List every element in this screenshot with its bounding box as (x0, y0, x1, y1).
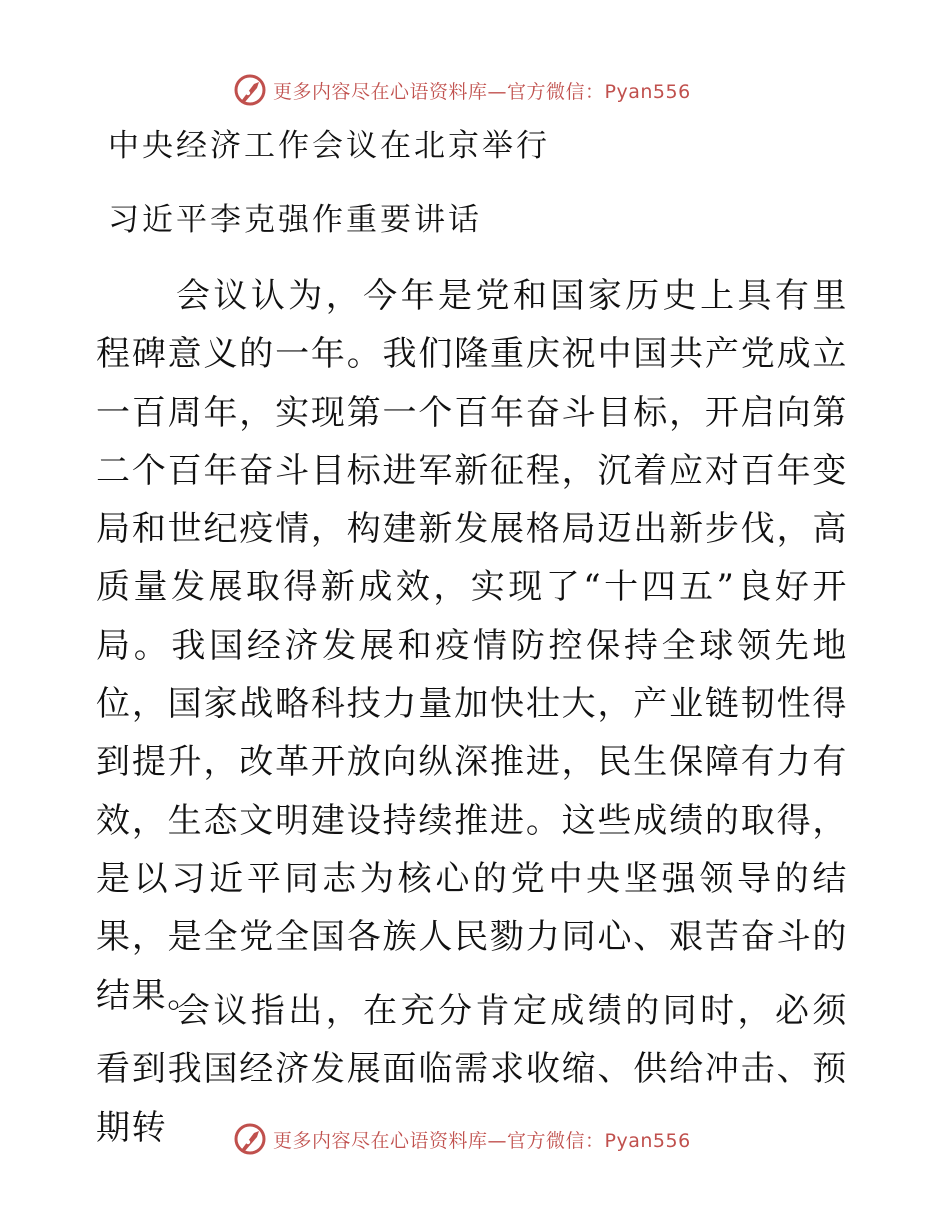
watermark-banner-bottom (233, 1121, 691, 1157)
body-paragraph: 会议认为，今年是党和国家历史上具有里程碑意义的一年。我们隆重庆祝中国共产党成立一百周年，实现第一个百年奋斗目标，开启向第二个百年奋斗目标进军新征程，沉着应对百年变局和世纪疫情，构建新发展格局迈出新步伐，高质量发展取得新成效，实现了“十四五”良好开局。我国经济发展和疫情防控保持全球领先地位，国家战略科技力量加快壮大，产业链韧性得到提升，改革开放向纵深推进，民生保障有力有效，生态文明建设持续推进。这些成绩的取得，是以习近平同志为核心的党中央坚强领导的结果，是全党全国各族人民勠力同心、艰苦奋斗的结果。 (96, 276, 848, 1016)
body-paragraph: 会议指出，在充分肯定成绩的同时，必须看到我国经济发展面临需求收缩、供给冲击、预期转 (96, 991, 848, 1148)
document-subtitle: 习近平李克强作重要讲话 (108, 202, 482, 238)
pen-nib-logo-icon (233, 1122, 267, 1156)
document-title: 中央经济工作会议在北京举行 (108, 128, 550, 164)
watermark-text: 更多内容尽在心语资料库—官方微信：Pyan556 (273, 1129, 691, 1152)
pen-nib-logo-icon (233, 73, 267, 107)
watermark-text: 更多内容尽在心语资料库—官方微信：Pyan556 (273, 80, 691, 103)
watermark-banner-top (233, 72, 691, 108)
